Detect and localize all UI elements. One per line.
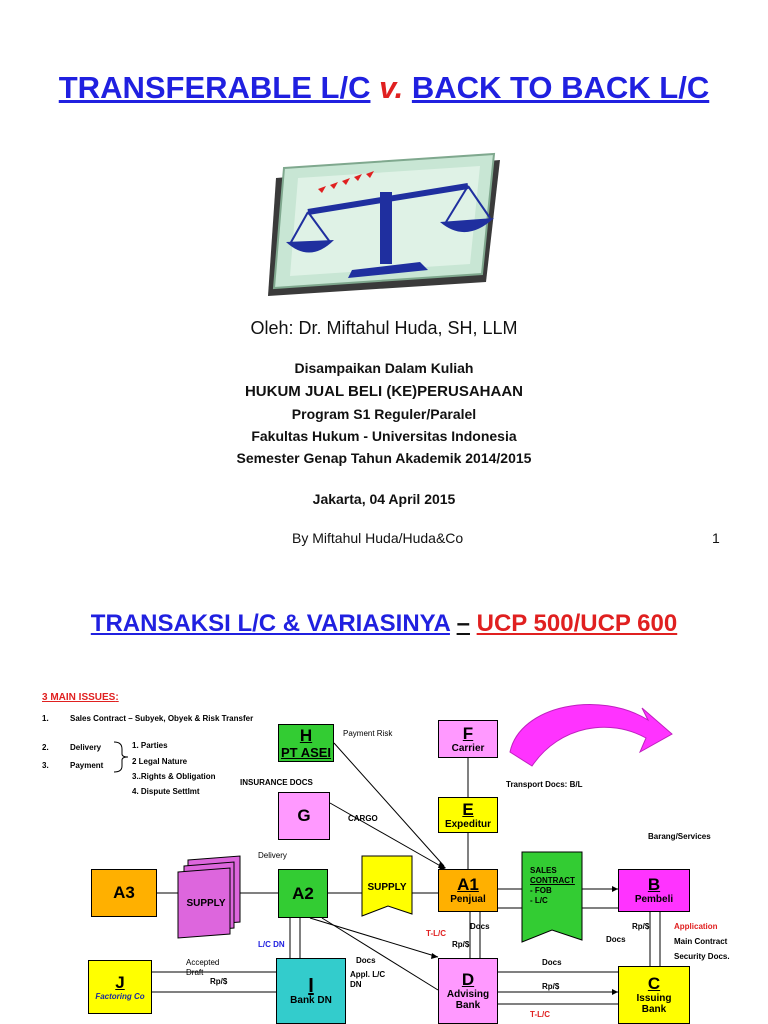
issue-2-num: 2. xyxy=(42,743,49,752)
label-appl-lc: Appl. L/C xyxy=(350,970,386,979)
label-accepted: Accepted xyxy=(186,958,220,967)
label-docs-4: Docs xyxy=(606,935,626,944)
issue-3-num: 3. xyxy=(42,761,49,770)
label-application: Application xyxy=(674,922,718,931)
author-line: Oleh: Dr. Miftahul Huda, SH, LLM xyxy=(250,318,518,338)
sub-legal-nature: 2 Legal Nature xyxy=(132,757,188,766)
sub-rights: 3..Rights & Obligation xyxy=(132,772,216,781)
issue-2-text: Delivery xyxy=(70,743,102,752)
place-date: Jakarta, 04 April 2015 xyxy=(312,491,456,507)
box-b-pembeli: B Pembeli xyxy=(618,869,690,912)
box-a1-penjual: A1 Penjual xyxy=(438,869,498,912)
issue-1-num: 1. xyxy=(42,714,49,723)
label-rp-3: Rp/$ xyxy=(542,982,560,991)
box-e-expeditur: E Expeditur xyxy=(438,797,498,833)
label-main-contract: Main Contract xyxy=(674,937,728,946)
label-payment-risk: Payment Risk xyxy=(343,729,393,738)
label-transport-docs: Transport Docs: B/L xyxy=(506,780,583,789)
title-dash: – xyxy=(456,610,470,637)
page-number: 1 xyxy=(712,530,720,546)
label-security-docs: Security Docs. xyxy=(674,952,730,961)
semester-line: Semester Genap Tahun Akademik 2014/2015 xyxy=(236,450,532,466)
label-docs-2: Docs xyxy=(356,956,376,965)
title-ucp: UCP 500/UCP 600 xyxy=(476,610,678,637)
footer-author: By Miftahul Huda/Huda&Co xyxy=(292,530,464,546)
label-rp-1: Rp/$ xyxy=(452,940,470,949)
title-versus: v. xyxy=(379,70,404,105)
label-tlc-2: T-L/C xyxy=(530,1010,550,1019)
box-c-issuing-bank: C Issuing Bank xyxy=(618,966,690,1024)
main-issues-heading: 3 MAIN ISSUES: xyxy=(42,692,119,703)
issue-3-text: Payment xyxy=(70,761,104,770)
sales-contract-label: SALES CONTRACT - FOB - L/C xyxy=(530,866,575,905)
curved-arrow-icon xyxy=(510,704,672,766)
main-issues-block xyxy=(42,692,119,703)
box-g: G xyxy=(278,792,330,840)
label-lc-dn: L/C DN xyxy=(258,940,285,949)
program-line: Program S1 Reguler/Paralel xyxy=(291,406,477,422)
box-d-advising-bank: D Advising Bank xyxy=(438,958,498,1024)
box-h-pt-asei: H PT ASEI xyxy=(278,724,334,762)
title-transferable-lc: TRANSFERABLE L/C xyxy=(58,70,371,105)
sub-parties: 1. Parties xyxy=(132,741,168,750)
label-rp-2: Rp/$ xyxy=(210,977,228,986)
label-draft: Draft xyxy=(186,968,204,977)
course-line: HUKUM JUAL BELI (KE)PERUSAHAAN xyxy=(244,383,524,400)
box-a3: A3 xyxy=(91,869,157,917)
lecture-line: Disampaikan Dalam Kuliah xyxy=(294,360,474,376)
label-barang-services: Barang/Services xyxy=(648,832,711,841)
label-docs-1: Docs xyxy=(470,922,490,931)
box-j-factoring: J Factoring Co xyxy=(88,960,152,1014)
faculty-line: Fakultas Hukum - Universitas Indonesia xyxy=(251,428,517,444)
title-back-to-back-lc: BACK TO BACK L/C xyxy=(411,70,710,105)
box-i-bank-dn: I Bank DN xyxy=(276,958,346,1024)
box-f-carrier: F Carrier xyxy=(438,720,498,758)
box-a2: A2 xyxy=(278,869,328,918)
label-docs-3: Docs xyxy=(542,958,562,967)
label-delivery: Delivery xyxy=(258,851,287,860)
label-rp-4: Rp/$ xyxy=(632,922,650,931)
label-insurance-docs: INSURANCE DOCS xyxy=(240,778,313,787)
label-cargo: CARGO xyxy=(348,814,378,823)
sub-dispute: 4. Dispute Settlmt xyxy=(132,787,200,796)
label-tlc-1: T-L/C xyxy=(426,929,446,938)
supply-label-left: SUPPLY xyxy=(186,898,226,909)
issue-1-text: Sales Contract – Subyek, Obyek & Risk Transfer xyxy=(70,714,254,723)
brace-icon xyxy=(110,740,132,774)
title-transaksi-lc: TRANSAKSI L/C & VARIASINYA xyxy=(90,610,450,637)
supply-label-right: SUPPLY xyxy=(367,882,407,893)
supply-stack-left-icon xyxy=(178,856,240,938)
label-appl-dn: DN xyxy=(350,980,362,989)
